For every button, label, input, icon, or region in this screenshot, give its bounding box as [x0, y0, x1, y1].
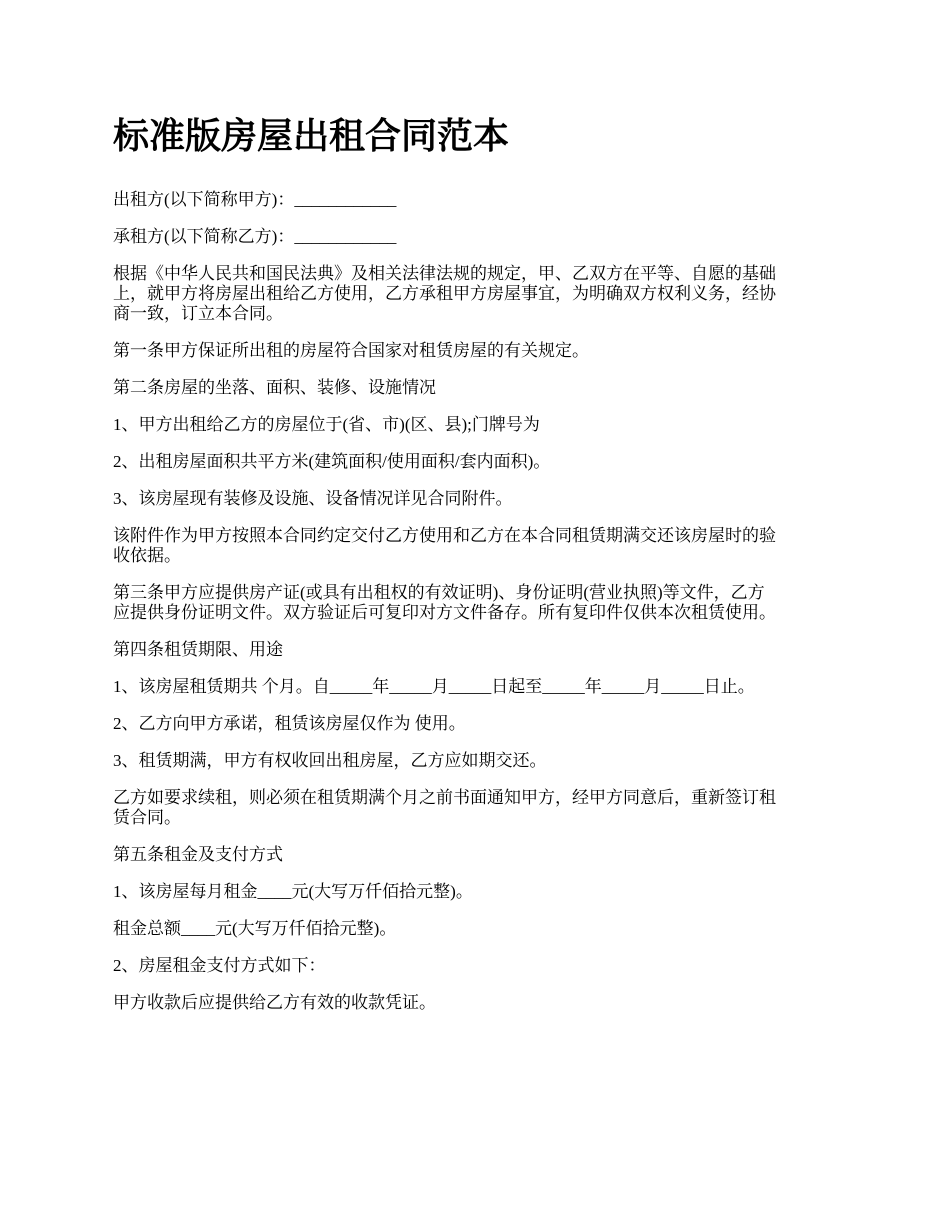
total-rent-line	[113, 919, 841, 939]
paragraph-line: 2、出租房屋面积共平方米(建筑面积/使用面积/套内面积)。	[113, 452, 551, 471]
annex-paragraph	[113, 526, 841, 566]
paragraph-line: 3、该房屋现有装修及设施、设备情况详见合同附件。	[113, 489, 513, 508]
paragraph-line: 第一条甲方保证所出租的房屋符合国家对租赁房屋的有关规定。	[113, 341, 589, 360]
paragraph-line: 赁合同。	[113, 808, 181, 827]
paragraph-line: 第四条租赁期限、用途	[113, 640, 283, 659]
article-5-heading	[113, 845, 841, 865]
renewal-paragraph	[113, 788, 841, 828]
preamble-paragraph	[113, 264, 841, 324]
paragraph-line: 第五条租金及支付方式	[113, 845, 283, 864]
article-4-item-3	[113, 751, 841, 771]
paragraph-line: 第三条甲方应提供房产证(或具有出租权的有效证明)、身份证明(营业执照)等文件，乙方	[113, 583, 765, 602]
paragraph-line: 该附件作为甲方按照本合同约定交付乙方使用和乙方在本合同租赁期满交还该房屋时的验	[113, 526, 776, 545]
paragraph-line: 根据《中华人民共和国民法典》及相关法律法规的规定，甲、乙双方在平等、自愿的基础	[113, 264, 776, 283]
paragraph-line: 1、该房屋每月租金____元(大写万仟佰拾元整)。	[113, 882, 473, 901]
article-5-item-2	[113, 956, 841, 976]
document-title: 标准版房屋出租合同范本	[113, 116, 510, 156]
paragraph-line: 第二条房屋的坐落、面积、装修、设施情况	[113, 378, 436, 397]
article-2-item-2	[113, 452, 841, 472]
paragraph-line: 2、房屋租金支付方式如下：	[113, 956, 326, 975]
lessee-line	[113, 227, 841, 247]
article-2-item-1	[113, 415, 841, 435]
paragraph-line: 1、甲方出租给乙方的房屋位于(省、市)(区、县);门牌号为	[113, 415, 540, 434]
paragraph-line: 收依据。	[113, 546, 181, 565]
receipt-paragraph	[113, 993, 841, 1013]
article-3	[113, 583, 841, 623]
paragraph-line: 1、该房屋租赁期共 个月。自_____年_____月_____日起至_____年_____月_____日止。	[113, 677, 755, 696]
paragraph-line: 上，就甲方将房屋出租给乙方使用，乙方承租甲方房屋事宜，为明确双方权利义务，经协	[113, 284, 776, 303]
paragraph-line: 甲方收款后应提供给乙方有效的收款凭证。	[113, 993, 436, 1012]
lessor-line	[113, 190, 841, 210]
article-4-heading	[113, 640, 841, 660]
article-4-item-2	[113, 714, 841, 734]
paragraph-line: 3、租赁期满，甲方有权收回出租房屋，乙方应如期交还。	[113, 751, 547, 770]
article-2-item-3	[113, 489, 841, 509]
paragraph-line: 承租方(以下简称乙方)：____________	[113, 227, 397, 246]
paragraph-line: 2、乙方向甲方承诺，租赁该房屋仅作为 使用。	[113, 714, 466, 733]
paragraph-line: 应提供身份证明文件。双方验证后可复印对方文件备存。所有复印件仅供本次租赁使用。	[113, 603, 776, 622]
paragraph-line: 出租方(以下简称甲方)：____________	[113, 190, 397, 209]
paragraph-line: 租金总额____元(大写万仟佰拾元整)。	[113, 919, 397, 938]
article-5-item-1	[113, 882, 841, 902]
article-2-heading	[113, 378, 841, 398]
paragraph-line: 乙方如要求续租，则必须在租赁期满个月之前书面通知甲方，经甲方同意后，重新签订租	[113, 788, 776, 807]
article-4-item-1	[113, 677, 841, 697]
document-body	[113, 112, 841, 1030]
article-1	[113, 341, 841, 361]
paragraph-line: 商一致，订立本合同。	[113, 304, 283, 323]
